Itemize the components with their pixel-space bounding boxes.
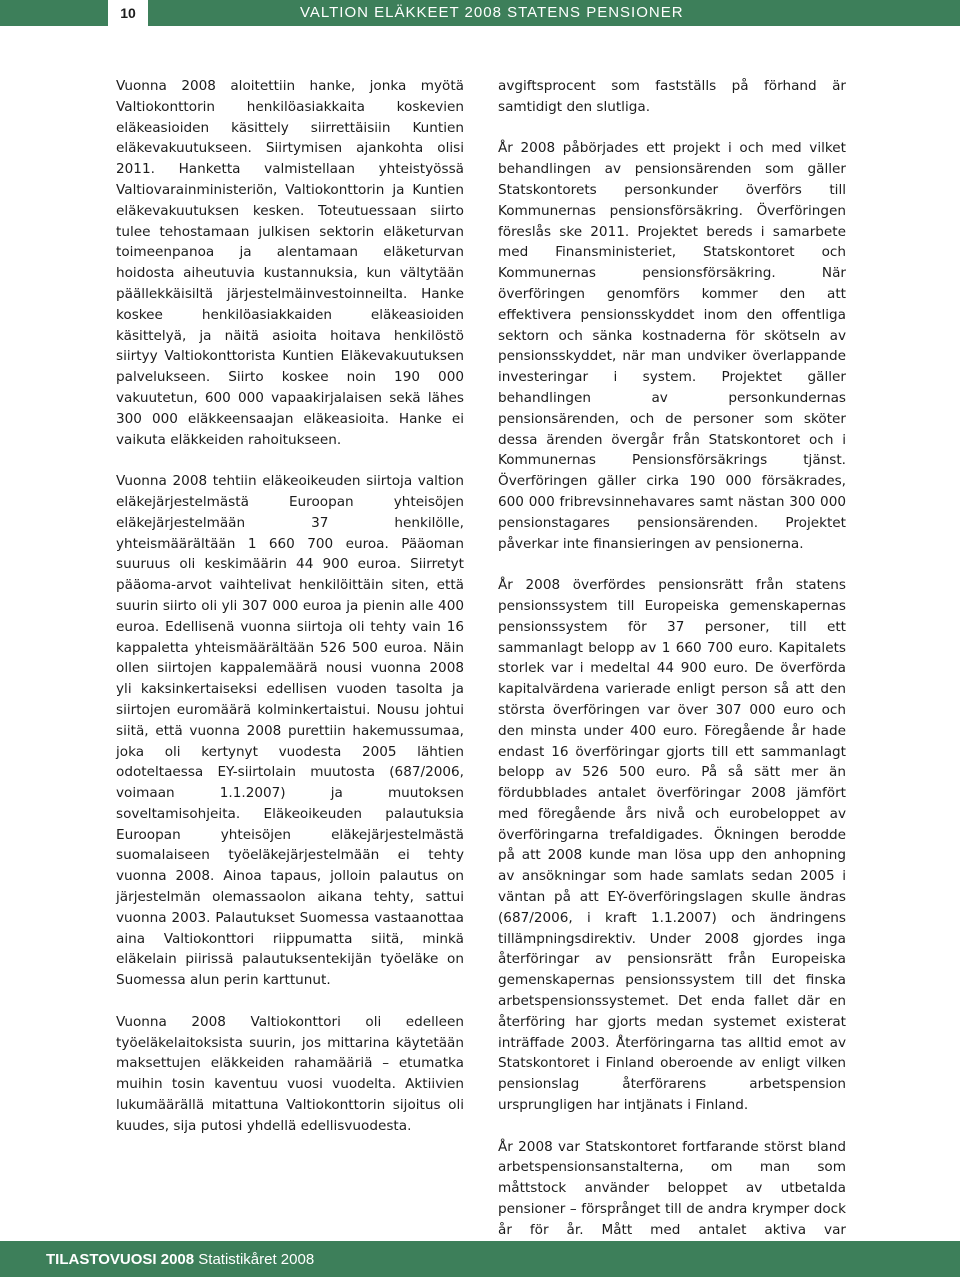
footer-label-sv: Statistikåret 2008 <box>198 1251 315 1268</box>
running-header-title: VALTION ELÄKKEET 2008 STATENS PENSIONER <box>300 4 684 21</box>
footer-label-fi: TILASTOVUOSI 2008 <box>46 1251 195 1268</box>
left-paragraph-1: Vuonna 2008 aloitettiin hanke, jonka myötä Valtiokonttorin henkilöasiakkaita koskevien eläkeasioiden käsittely siirrettäisiin Kuntien eläkevakuutukseen. Siirtymisen ajankohta olisi 2011. Hanketta valmistellaan yhteistyössä Valtiovarainministeriön, Valtiokonttorin ja Kuntien eläkevakuutuksen kesken. Toteutuessaan siirto tulee tehostamaan julkisen sektorin eläketurvan toimeenpanoa ja alentamaan eläketurvan hoidosta aiheutuvia kustannuksia, kun vältytään päällekkäisiltä järjestelmäinvestoinneilta. Hanke koskee henkilöasiakkaiden eläkeasioiden käsittelyä, ja näitä asioita hoitava henkilöstö siirtyy Valtiokonttorista Kuntien Eläkevakuutuksen palvelukseen. Siirto koskee noin 190 000 vakuutetun, 600 000 vapaakirjalaisen sekä lähes 300 000 eläkkeensaajan eläkeasioita. Hanke ei vaikuta eläkkeiden rahoitukseen. <box>116 78 464 448</box>
footer-label <box>46 1251 314 1268</box>
right-paragraph-3: År 2008 överfördes pensionsrätt från statens pensionssystem till Europeiska gemenskapernas pensionssystem för 37 personer, till ett sammanlagt belopp av 1 660 700 euro. Kapitalets storlek var i medeltal 44 900 euro. De överförda kapitalvärdena varierade enligt person så att den största överföringen var över 307 000 euro och den minsta under 400 euro. Föregående år hade endast 16 överföringar gjorts till ett sammanlagt belopp av 526 500 euro. På så sätt mer än fördubblades antalet överföringar 2008 jämfört med föregående års nivå och eurobeloppet av överföringarna trefaldigades. Ökningen berodde på att 2008 kunde man lösa upp den anhopning av ansökningar som hade samlats sedan 2005 i väntan på att EY-överföringslagen skulle ändras (687/2006, i kraft 1.1.2007) och ändringens tillämpningsdirektiv. Under 2008 gjordes inga återföringar av pensionsrätt från Europeiska gemenskapernas pensionssystem till det finska arbetspensionssystemet. Det enda fallet där en återföring har gjorts medan systemet existerat inträffade 2003. Återföringarna tas alltid emot av Statskontoret i Finland oberoende av enligt vilken pensionslag återförarens arbetspension ursprungligen har intjänats i Finland. <box>498 577 846 1114</box>
left-paragraph-2: Vuonna 2008 tehtiin eläkeoikeuden siirtoja valtion eläkejärjestelmästä Euroopan yhteisöjen eläkejärjestelmään 37 henkilölle, yhteismäärältään 1 660 700 euroa. Pääoman suuruus oli keskimäärin 44 900 euroa. Siirretyt pääoma-arvot vaihtelivat henkilöittäin siten, että suurin siirto oli yli 307 000 euroa ja pienin alle 400 euroa. Edellisenä vuonna siirtoja oli tehty vain 16 kappaletta yhteismäärältään 526 500 euroa. Näin ollen siirtojen kappalemäärä nousi vuonna 2008 yli kaksinkertaiseksi edellisen vuoden tasolta ja siirtojen euromäärä kolminkertaistui. Nousu johtui siitä, että vuonna 2008 purettiin hakemussumaa, joka oli kertynyt vuodesta 2005 lähtien odoteltaessa EY-siirtolain muutosta (687/2006, voimaan 1.1.2007) ja muutoksen soveltamisohjeita. Eläkeoikeuden palautuksia Euroopan yhteisöjen eläkejärjestelmästä suomalaiseen työeläkejärjestelmään ei tehty vuonna 2008. Ainoa tapaus, jolloin palautus on järjestelmän olemassaolon aikana tehty, sattui vuonna 2003. Palautukset Suomessa vastaanottaa aina Valtiokonttori riippumatta siitä, minkä eläkelain piirissä palautuksentekijän työeläke on Suomessa alun perin karttunut. <box>116 473 464 989</box>
right-paragraph-4: År 2008 var Statskontoret fortfarande störst bland arbetspensionsanstalterna, om man som måttstock använder beloppet av utbetalda pensioner – försprånget till de andra krymper dock år för år. Mått med antalet aktiva var <box>498 1138 846 1238</box>
footer-band <box>0 1241 960 1277</box>
right-column <box>498 76 846 1282</box>
left-column <box>116 76 464 1157</box>
page-number: 10 <box>108 0 148 26</box>
right-paragraph-1: avgiftsprocent som fastställs på förhand är samtidigt den slutliga. <box>498 78 846 115</box>
left-paragraph-3: Vuonna 2008 Valtiokonttori oli edelleen työeläkelaitoksista suurin, jos mittarina käytetään maksettujen eläkkeiden rahamääriä – etumatka muihin tosin kaventuu vuosi vuodelta. Aktiivien lukumäärällä mitattuna Valtiokonttorin sijoitus oli kuudes, sija putosi yhdellä edellisvuodesta. <box>116 1013 464 1134</box>
right-paragraph-2: År 2008 påbörjades ett projekt i och med vilket behandlingen av pensionsärenden som gäller Statskontorets personkunder överförs till Kommunernas pensionsförsäkring. Överföringen föreslås ske 2011. Projektet bereds i samarbete med Finansministeriet, Statskontoret och Kommunernas pensionsförsäkring. När överföringen genomförs kommer den att effektivera pensionsskyddet inom den offentliga sektorn och sänka kostnaderna för skötseln av pensionsskyddet, när man undviker överlappande investeringar i system. Projektet gäller behandlingen av personkundernas pensionsärenden, och de personer som sköter dessa ärenden övergår från Statskontoret och i Kommunernas Pensionsförsäkrings tjänst. Överföringen gäller cirka 190 000 försäkrades, 600 000 fribrevsinnehavares samt nästan 300 000 pensionstagares pensionsärenden. Projektet påverkar inte finansieringen av pensionerna. <box>498 140 846 552</box>
header-band <box>0 0 960 26</box>
